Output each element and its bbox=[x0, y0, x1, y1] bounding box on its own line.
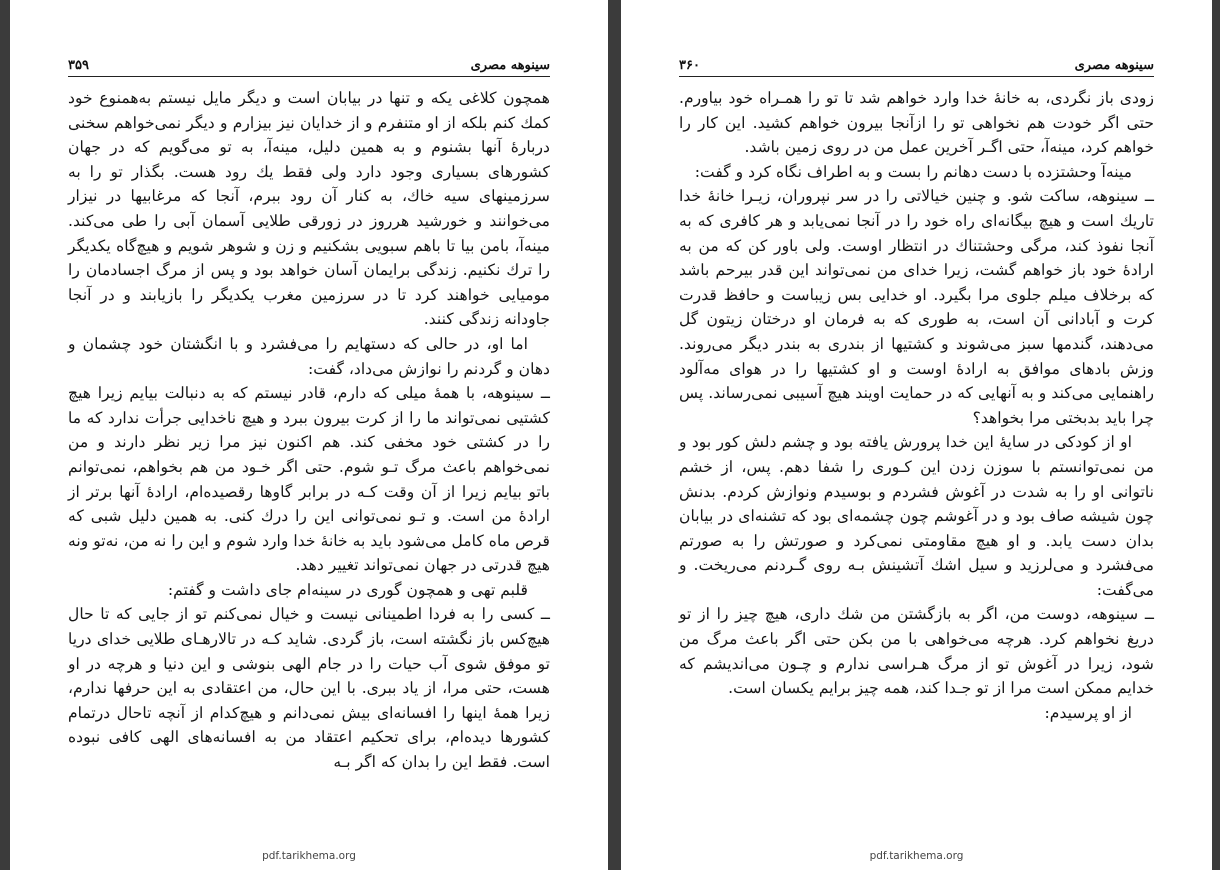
page-number: ۳۶۰ bbox=[679, 58, 700, 73]
paragraph: از او پرسیدم: bbox=[1044, 703, 1132, 722]
book-title: سینوهه مصری bbox=[470, 58, 550, 73]
page-header bbox=[679, 52, 1154, 77]
paragraph: همچون کلاغی یکه و تنها در بیابان است و دیگر مایل نیستم به‌همنوع خود کمك کنم بلکه از او متنفرم و از خدایان نیز بیزارم و دیگر نمی‌خواهم سخنی دربارهٔ آنها بشنوم و به همین دلیل، مینه‌آ، به تو می‌گویم که در جهان کشورهای بسیاری وجود دارد ولی فقط یك رود هست. بگذار تو را به سرزمینهای سیه خاك، به کنار آن رود ببرم، آنجا که مرغابیها در نیزار می‌خوانند و خورشید هرروز در زورقی طلایی آسمان آبی را طی می‌کند. مینه‌آ، بامن بیا تا باهم سبویی بشکنیم و زن و شوهر شویم و هیچ‌گاه یکدیگر را ترك نکنیم. زندگی برایمان آسان خواهد بود و پس از مرگ اجسادمان را مومیایی خواهند کرد تا در سرزمین مغرب یکدیگر را بازیابند و در آنجا جاودانه زندگی کنند. bbox=[68, 89, 550, 329]
paragraph: ــ سینوهه، ساکت شو. و چنین خیالاتی را در سر نپروران، زیـرا خانهٔ خدا تاریك است و هیچ بیگانه‌ای راه خود را در آنجا نمی‌یابد و هر کافری که به آنجا نفوذ کند، مرگی وحشتناك در انتظار اوست. ولی باور کن که من به ارادهٔ خود باز خواهم گشت، زیرا خدای من نمی‌تواند این قدر بیرحم باشد که برخلاف میلم جلوی مرا بگیرد. او خدایی بس زیباست و حافظ قدرت کرت و آبادانی آن است، به طوری که به فرمان او درختان زیتون گل می‌دهند، گندمها سبز می‌شوند و کشتیها از بندری به بندر دیگر می‌روند. وزش بادهای موافق به ارادهٔ اوست و او کشتیها را در هوای مه‌آلود راهنمایی می‌کند و به آنهایی که در حمایت اویند هیچ آسیبی نمی‌رساند. پس چرا باید بدبختی مرا بخواهد؟ bbox=[679, 187, 1154, 427]
paragraph: قلبم تهی و همچون گوری در سینه‌ام جای داشت و گفتم: bbox=[167, 580, 528, 599]
source-footer: pdf.tarikhema.org bbox=[262, 850, 356, 862]
page-body bbox=[68, 86, 550, 775]
paragraph: اما او، در حالی که دستهایم را می‌فشرد و با انگشتان خود چشمان و دهان و گردنم را نوازش می‌داد، گفت: bbox=[68, 334, 550, 378]
paragraph: ــ سینوهه، با همهٔ میلی که دارم، قادر نیستم که به دنبالت بیایم زیرا هیچ کشتیی نمی‌تواند ما را از کرت بیرون ببرد و هیچ ناخدایی جرأت ندارد که ما را در کشتی خود مخفی کند. هم اکنون نیز مرا زیر نظر دارند و من نمی‌خواهم باعث مرگ تـو شوم. حتی اگر خـود من هم بخواهم، نمی‌توانم باتو بیایم زیرا از آن وقت کـه در برابر گاوها رقصیده‌ام، ارادهٔ آنها برتر از ارادهٔ من است. و تـو نمی‌توانی این را درك کنی. به همین دلیل شبی که قرص ماه کامل می‌شود باید به خانهٔ خدا وارد شوم و این را نه من، نه‌تو ونه هیچ قدرتی در جهان نمی‌تواند تغییر دهد. bbox=[68, 384, 550, 575]
left-page bbox=[10, 0, 608, 870]
paragraph: ــ کسی را به فردا اطمینانی نیست و خیال نمی‌کنم تو از جایی که تا حال هیچ‌کس باز نگشته است، باز گردی. شاید کـه در تالارهـای طلایی خدای دریا تو موفق شوی آب حیات را در جام الهی بنوشی و این دنیا و هرچه در او هست، حتی مرا، از یاد ببری. با این حال، من اعتقادی به این حرفها ندارم، زیرا همهٔ اینها را افسانه‌ای بیش نمی‌دانم و هیچ‌کدام از آنچه تاحال درتمام کشورها دیده‌ام، برای تحکیم اعتقاد من به افسانه‌های الهی کافی نبوده است. فقط این را بدان که اگر بـه bbox=[68, 605, 550, 772]
page-body bbox=[679, 86, 1154, 725]
paragraph: مینه‌آ وحشتزده با دست دهانم را بست و به اطراف نگاه کرد و گفت: bbox=[694, 162, 1132, 181]
paragraph: زودی باز نگردی، به خانهٔ خدا وارد خواهم شد تا تو را همـراه خود بیاورم. حتی اگر خودت هم نخواهی تو را ازآنجا بیرون خواهم کشید. این کار را خواهم کرد، مینه‌آ، حتی اگـر آخرین عمل من در روی زمین باشد. bbox=[679, 89, 1154, 157]
paragraph: ــ سینوهه، دوست من، اگر به بازگشتن من شك داری، هیچ چیز را از تو دریغ نخواهم کرد. هرچه می‌خواهی با من بکن حتی اگر باعث مرگ من شود، زیرا در آغوش تو از مرگ هـراسی ندارم و چـون می‌اندیشم که خدایم ممکن است مرا از تو جـدا کند، همه چیز برایم یکسان است. bbox=[679, 605, 1154, 698]
source-footer: pdf.tarikhema.org bbox=[869, 850, 964, 862]
paragraph: او از کودکی در سایهٔ این خدا پرورش یافته بود و چشم دلش کور بود و من نمی‌توانستم با سوزن زدن این کـوری را شفا دهم. پس، از خشم ناتوانی او را به شدت در آغوش فشردم و بوسیدم ونوازش کردم. بدنش چون شیشه صاف بود و در آغوشم چون چشمه‌ای بود که تشنه‌ای در بیابان بدان دست یابد. و او هیچ مقاومتی نمی‌کرد و صورتش را به صورتم می‌فشرد و می‌لرزید و سیل اشك آتشینش بـه روی گـردنم می‌ریخت. و می‌گفت: bbox=[679, 433, 1154, 599]
page-header bbox=[68, 52, 550, 77]
book-title: سینوهه مصری bbox=[1074, 58, 1154, 73]
right-page bbox=[621, 0, 1212, 870]
page-number: ۳۵۹ bbox=[68, 58, 89, 73]
